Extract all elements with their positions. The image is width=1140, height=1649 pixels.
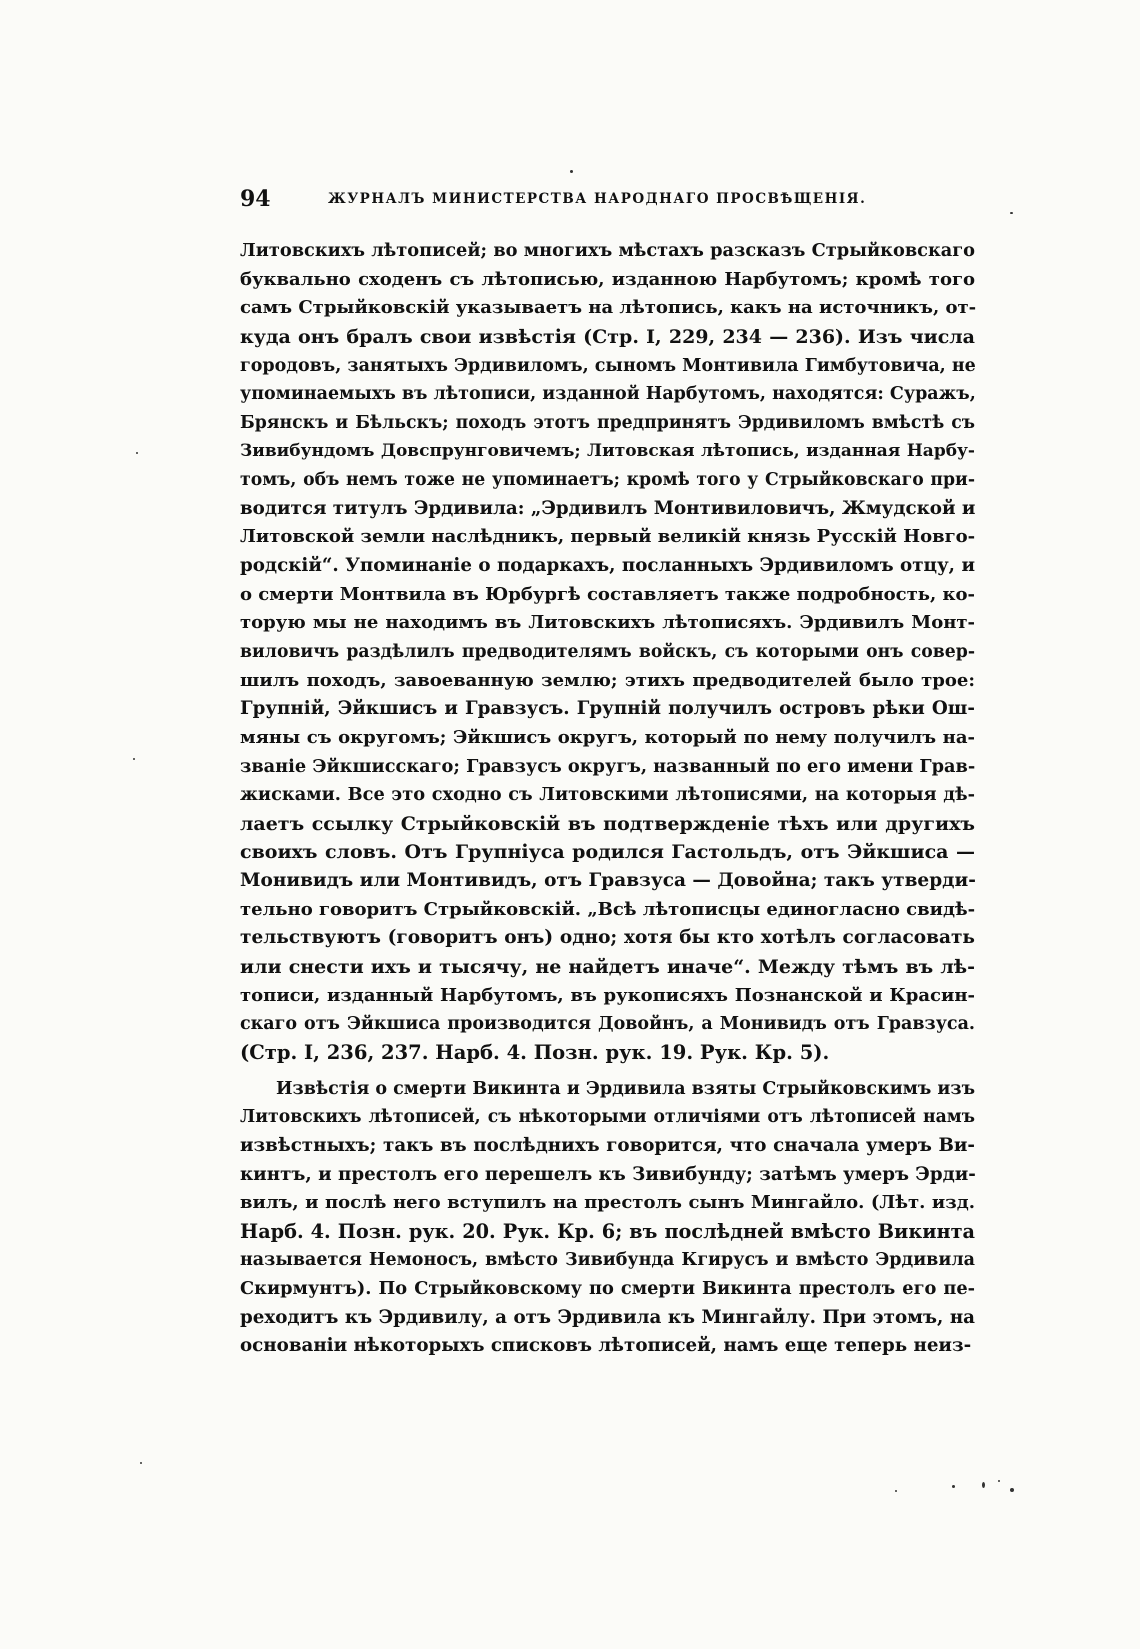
text-line: званіе Эйкшисскаго; Гравзусъ округъ, названный по его имени Грав- <box>240 755 976 777</box>
text-line: скаго отъ Эйкшиса производится Довойнъ, а Монивидъ отъ Гравзуса. <box>240 1014 975 1035</box>
page-number: 94 <box>240 186 271 212</box>
text-line: мяны съ округомъ; Эйкшисъ округъ, который по нему получилъ на- <box>240 726 975 748</box>
text-line: Групній, Эйкшисъ и Гравзусъ. Групній получилъ островъ рѣки Ош- <box>240 698 975 720</box>
text-line: лаетъ ссылку Стрыйковскій въ подтвержденіе тѣхъ или другихъ <box>240 812 975 835</box>
text-line: самъ Стрыйковскій указываетъ на лѣтопись, какъ на источникъ, от- <box>240 297 977 319</box>
running-title: ЖУРНАЛЪ МИНИСТЕРСТВА НАРОДНАГО ПРОСВѢЩЕНІЯ. <box>328 191 867 207</box>
scan-speck <box>1010 212 1013 214</box>
text-line: Литовскихъ лѣтописей, съ нѣкоторыми отличіями отъ лѣтописей намъ <box>240 1107 975 1128</box>
text-line: кинтъ, и престолъ его перешелъ къ Зивибунду; затѣмъ умеръ Эрди- <box>240 1163 976 1185</box>
text-line: Извѣстія о смерти Викинта и Эрдивила взяты Стрыйковскимъ изъ <box>276 1078 975 1099</box>
text-line: вилъ, и послѣ него вступилъ на престолъ сынъ Мингайло. (Лѣт. изд. <box>240 1192 975 1214</box>
scan-speck <box>133 758 135 760</box>
scan-speck <box>982 1482 985 1488</box>
text-line: тельствуютъ (говоритъ онъ) одно; хотя бы кто хотѣлъ согласовать <box>240 927 975 949</box>
text-line: родскій“. Упоминаніе о подаркахъ, посланныхъ Эрдивиломъ отцу, и <box>240 555 975 577</box>
scan-speck <box>570 170 573 173</box>
text-line: Литовскихъ лѣтописей; во многихъ мѣстахъ разсказъ Стрыйковскаго <box>240 240 975 261</box>
text-line: Скирмунтъ). По Стрыйковскому по смерти Викинта престолъ его пе- <box>240 1278 975 1300</box>
text-line: Нарб. 4. Позн. рук. 20. Рук. Кр. 6; въ послѣдней вмѣсто Викинта <box>240 1219 975 1243</box>
text-line: тельно говоритъ Стрыйковскій. „Всѣ лѣтописцы единогласно свидѣ- <box>240 898 976 920</box>
text-line: буквально сходенъ съ лѣтописью, изданною Нарбутомъ; кромѣ того <box>240 268 975 290</box>
text-line: куда онъ бралъ свои извѣстія (Стр. I, 229, 234 — 236). Изъ числа <box>240 325 975 348</box>
text-line: торую мы не находимъ въ Литовскихъ лѣтописяхъ. Эрдивилъ Монт- <box>240 612 975 634</box>
text-line: или снести ихъ и тысячу, не найдетъ иначе“. Между тѣмъ въ лѣ- <box>240 956 975 979</box>
scan-speck <box>136 452 138 454</box>
text-line: Литовской земли наслѣдникъ, первый великій князь Русскій Новго- <box>240 526 976 548</box>
page-header <box>240 186 980 216</box>
paragraph-gap <box>240 1068 975 1075</box>
scan-speck <box>1010 1488 1014 1492</box>
text-line: своихъ словъ. Отъ Групніуса родился Гастольдъ, отъ Эйкшиса — <box>240 841 975 864</box>
scan-speck <box>140 1462 142 1464</box>
body-text <box>240 237 975 1361</box>
text-line: основаніи нѣкоторыхъ списковъ лѣтописей, намъ еще теперь неиз- <box>240 1335 972 1357</box>
text-line: Монивидъ или Монтивидъ, отъ Гравзуса — Довойна; такъ утверди- <box>240 870 976 892</box>
text-line: шилъ походъ, завоеванную землю; этихъ предводителей было трое: <box>240 669 975 691</box>
text-line: о смерти Монтвила въ Юрбургѣ составляетъ также подробность, ко- <box>240 583 975 605</box>
text-line: тописи, изданный Нарбутомъ, въ рукописяхъ Познанской и Красин- <box>240 984 975 1006</box>
text-line: Брянскъ и Бѣльскъ; походъ этотъ предпринятъ Эрдивиломъ вмѣстѣ съ <box>240 412 975 433</box>
text-line: упоминаемыхъ въ лѣтописи, изданной Нарбутомъ, находятся: Суражъ, <box>240 384 976 405</box>
text-line: жисками. Все это сходно съ Литовскими лѣтописями, на которыя дѣ- <box>240 784 975 806</box>
scan-speck <box>998 1480 1000 1482</box>
scan-speck <box>895 1490 897 1492</box>
text-line: городовъ, занятыхъ Эрдивиломъ, сыномъ Монтивила Гимбутовича, не <box>240 355 976 376</box>
text-line: виловичъ раздѣлилъ предводителямъ войскъ, съ которыми онъ совер- <box>240 641 975 662</box>
paragraph <box>240 1075 975 1361</box>
text-line: водится титулъ Эрдивила: „Эрдивилъ Монтивиловичъ, Жмудской и <box>240 497 976 519</box>
text-line: томъ, объ немъ тоже не упоминаетъ; кромѣ того у Стрыйковскаго при- <box>240 470 975 491</box>
text-line: реходитъ къ Эрдивилу, а отъ Эрдивила къ Мингайлу. При этомъ, на <box>240 1306 975 1328</box>
text-line: Зивибундомъ Довспрунговичемъ; Литовская лѣтопись, изданная Нарбу- <box>240 441 975 462</box>
text-line: извѣстныхъ; такъ въ послѣднихъ говорится, что сначала умеръ Ви- <box>240 1134 975 1156</box>
scan-speck <box>952 1485 955 1488</box>
paragraph <box>240 237 975 1068</box>
text-line: называется Немоносъ, вмѣсто Зивибунда Кгирусъ и вмѣсто Эрдивила <box>240 1250 975 1271</box>
text-line: (Стр. I, 236, 237. Нарб. 4. Позн. рук. 19. Рук. Кр. 5). <box>240 1040 830 1064</box>
